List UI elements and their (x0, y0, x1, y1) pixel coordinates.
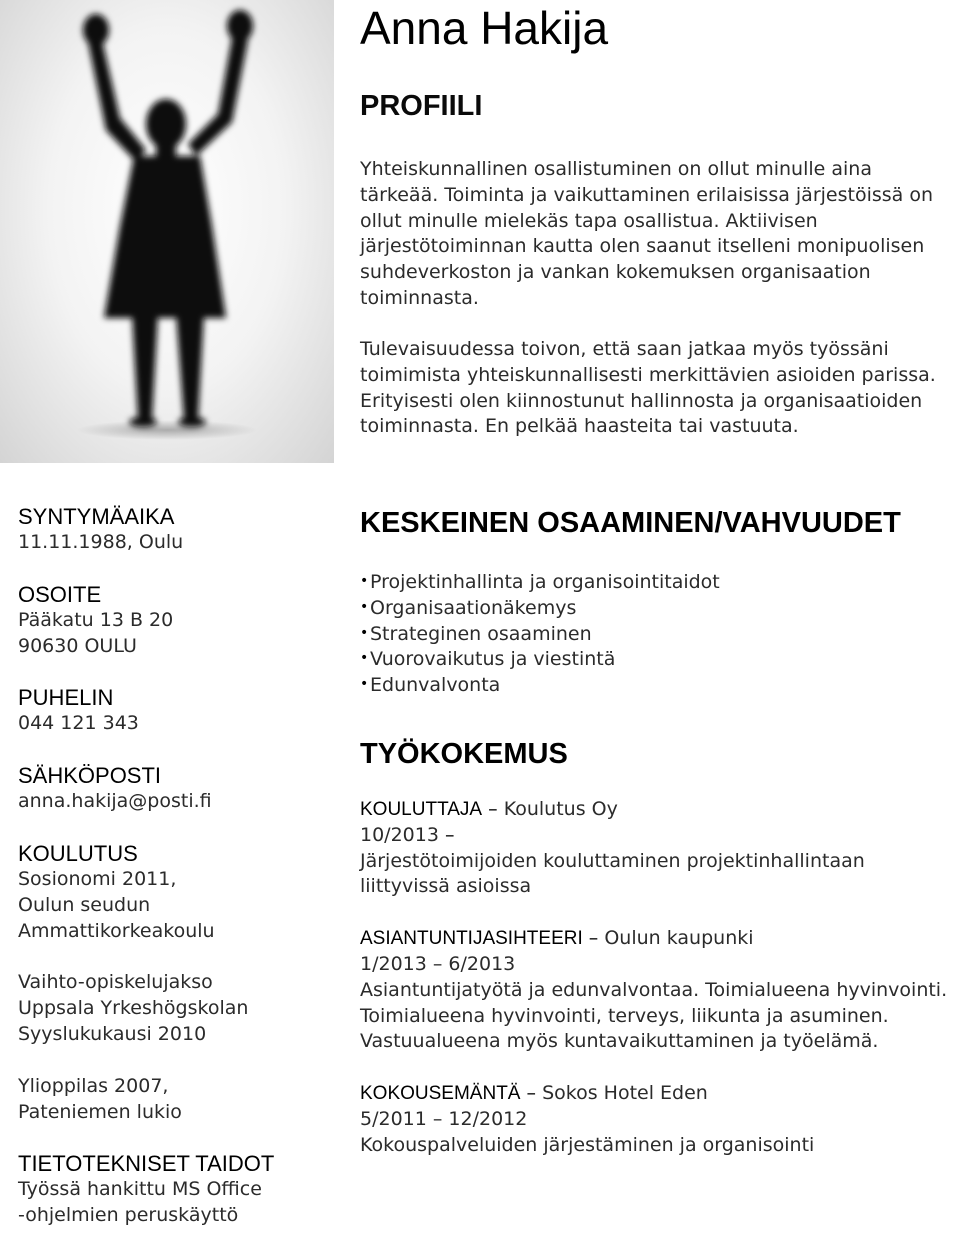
email-section (18, 763, 338, 815)
email-heading: SÄHKÖPOSTI (18, 763, 162, 789)
job-description: Järjestötoimijoiden kouluttaminen projektinhallintaan liittyvissä asioissa (360, 849, 865, 898)
job-role: KOKOUSEMÄNTÄ (360, 1083, 521, 1105)
profile-paragraph-1: Yhteiskunnallinen osallistuminen on ollut minulle aina tärkeää. Toiminta ja vaikuttaminen erilaisissa järjestöissä on ollut minulle mielekäs tapa osallistua. Aktiivisen järjestötoiminnan kautta olen saanut itselleni monipuolisen suhdeverkoston ja vankan kokemuksen organisaation toiminnasta. (360, 158, 933, 309)
it-skills-heading: TIETOTEKNISET TAIDOT (18, 1151, 275, 1177)
competence-column (360, 504, 960, 1159)
list-item: • Projektinhallinta ja organisointitaidot (360, 570, 960, 596)
bullet-icon: • (360, 573, 369, 589)
job-org: Koulutus Oy (503, 797, 618, 820)
job-entry: ASIANTUNTIJASIHTEERI – Oulun kaupunki 1/2013 – 6/2013 Asiantuntijatyötä ja edunvalvontaa. Toimialueena hyvinvointi. Toimialueena hyvinvointi, terveys, liikunta ja asuminen. Vastuualueena myös kuntavaikuttaminen ja työelämä. (360, 926, 960, 1055)
education-3-line-2: Pateniemen lukio (18, 1100, 182, 1123)
education-1-line-2: Oulun seudun (18, 893, 151, 916)
list-item: • Strateginen osaaminen (360, 622, 960, 648)
phone-heading: PUHELIN (18, 685, 114, 711)
bullet-icon: • (360, 598, 369, 615)
profile-paragraph-2: Tulevaisuudessa toivon, että saan jatkaa myös työssäni toimimista yhteiskunnallisesti merkittävien asioiden parissa. Erityisesti olen kiinnostunut hallinnosta ja organisaatioiden toiminnasta. En pelkää haasteita tai vastuuta. (360, 338, 936, 438)
address-section (18, 582, 338, 660)
birth-heading: SYNTYMÄAIKA (18, 504, 175, 529)
profile-photo (0, 0, 334, 463)
list-item: • Organisaationäkemys (360, 596, 960, 622)
profile-heading: PROFIILI (360, 90, 483, 122)
job-role: KOULUTTAJA (360, 798, 483, 820)
education-2-line-3: Syyslukukausi 2010 (18, 1022, 207, 1045)
job-org: Oulun kaupunki (604, 927, 754, 950)
it-skills-line-1: Työssä hankittu MS Office (18, 1178, 262, 1201)
phone-section (18, 685, 338, 737)
education-1-line-1: Sosionomi 2011, (18, 867, 177, 890)
job-period: 1/2013 – 6/2013 (360, 952, 516, 975)
job-description: Asiantuntijatyötä ja edunvalvontaa. Toimialueena hyvinvointi. Toimialueena hyvinvointi, terveys, liikunta ja asuminen. Vastuualueena myös kuntavaikuttaminen ja työelämä. (360, 978, 948, 1053)
bullet-icon: • (360, 624, 369, 641)
it-skills-line-2: -ohjelmien peruskäyttö (18, 1204, 239, 1227)
education-section (18, 841, 338, 1125)
bullet-icon: • (360, 650, 369, 667)
it-skills-section (18, 1151, 338, 1229)
job-entry: KOKOUSEMÄNTÄ – Sokos Hotel Eden 5/2011 – 12/2012 Kokouspalveluiden järjestäminen ja organisointi (360, 1081, 960, 1158)
list-item: • Edunvalvonta (360, 673, 960, 699)
address-heading: OSOITE (18, 581, 102, 607)
list-item: • Vuorovaikutus ja viestintä (360, 647, 960, 673)
job-period: 5/2011 – 12/2012 (360, 1107, 528, 1130)
job-entry: KOULUTTAJA – Koulutus Oy 10/2013 – Järjestötoimijoiden kouluttaminen projektinhallintaan liittyvissä asioissa (360, 797, 960, 900)
email-value: anna.hakija@posti.fi (18, 790, 212, 813)
address-line-1: Pääkatu 13 B 20 (18, 608, 174, 631)
birth-section (18, 504, 338, 556)
skills-heading: KESKEINEN OSAAMINEN/VAHVUUDET (360, 507, 901, 539)
education-3-line-1: Ylioppilas 2007, (18, 1074, 169, 1097)
education-1-line-3: Ammattikorkeakoulu (18, 919, 215, 942)
skills-list (360, 570, 960, 699)
job-description: Kokouspalveluiden järjestäminen ja organisointi (360, 1133, 815, 1156)
candidate-name: Anna Hakija (360, 2, 609, 54)
address-line-2: 90630 OULU (18, 634, 137, 657)
education-2-line-1: Vaihto-opiskelujakso (18, 971, 213, 994)
bullet-icon: • (360, 676, 369, 693)
phone-value: 044 121 343 (18, 712, 139, 735)
birth-value: 11.11.1988, Oulu (18, 531, 184, 553)
job-role: ASIANTUNTIJASIHTEERI (360, 928, 583, 950)
personal-info-column (18, 504, 338, 1229)
education-heading: KOULUTUS (18, 840, 138, 866)
education-2-line-2: Uppsala Yrkeshögskolan (18, 997, 249, 1020)
job-org: Sokos Hotel Eden (542, 1082, 708, 1105)
work-heading: TYÖKOKEMUS (360, 737, 568, 770)
job-period: 10/2013 (360, 823, 439, 846)
